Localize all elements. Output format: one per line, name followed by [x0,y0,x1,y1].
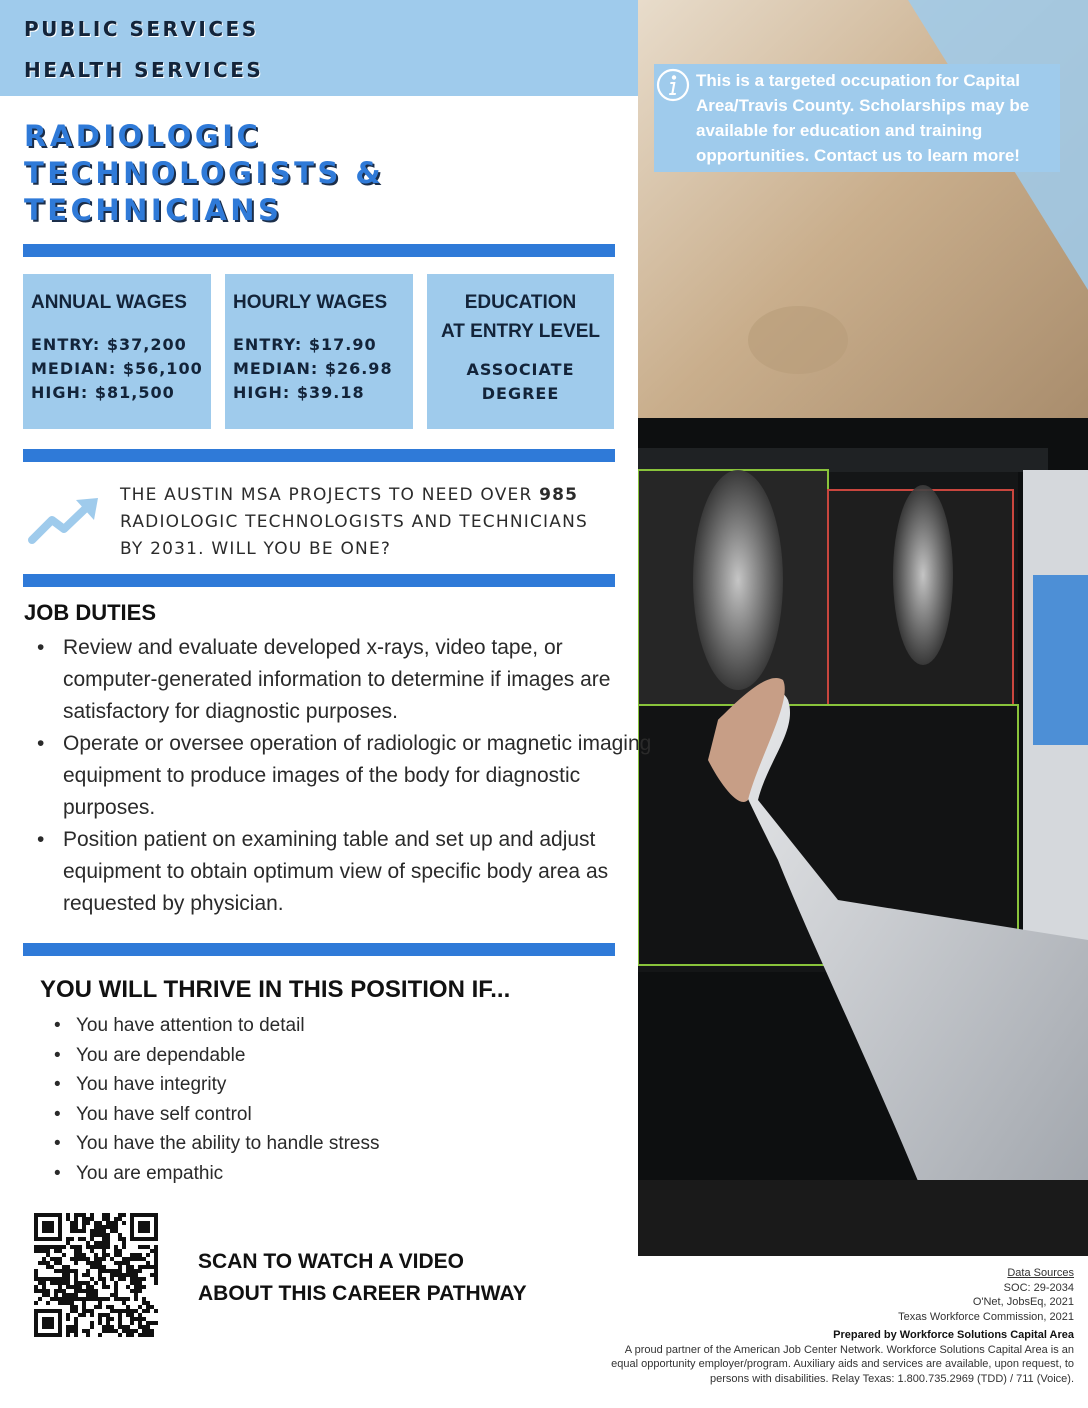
scan-line-1: SCAN TO WATCH A VIDEO [198,1250,465,1273]
info-icon [656,68,690,107]
hourly-wages-title: HOURLY WAGES [233,292,388,313]
education-value-1: ASSOCIATE [466,360,575,379]
job-duties-title: JOB DUTIES [24,600,157,625]
disclaimer: A proud partner of the American Job Center Network. Workforce Solutions Capital Area is an equal opportunity employer/program. Auxiliary aids and services are available, upon request, to persons with disabilities. Relay Texas: 1.800.735.2969 (TDD) / 711 (Voice). [611,1343,1074,1385]
data-sources-link[interactable]: Data Sources [1007,1267,1074,1279]
projection-after: RADIOLOGIC TECHNOLOGISTS AND TECHNICIANS BY 2031. WILL YOU BE ONE? [120,512,588,559]
thrive-title: YOU WILL THRIVE IN THIS POSITION IF... [40,976,511,1003]
category-public-services: PUBLIC SERVICES [24,17,259,41]
projection-before: THE AUSTIN MSA PROJECTS TO NEED OVER [120,485,533,505]
annual-wages-title: ANNUAL WAGES [31,292,187,313]
list-item: • Review and evaluate developed x-rays, video tape, or computer-generated information to determine if images are satisfactory for diagnostic purposes. [63,632,653,728]
info-callout-text: This is a targeted occupation for Capital Area/Travis County. Scholarships may be available for education and training opportunities. Contact us to learn more! [696,71,1030,165]
annual-high: HIGH: $81,500 [31,383,175,402]
list-item: • Position patient on examining table and set up and adjust equipment to obtain optimum view of specific body area as requested by physician. [63,824,653,920]
qr-code[interactable] [34,1213,158,1342]
source-1: O'Net, JobsEq, 2021 [972,1296,1074,1308]
divider-rule [23,574,615,587]
list-item: • You have the ability to handle stress [76,1129,380,1159]
list-item: • You have attention to detail [76,1011,380,1041]
education-box [427,274,614,429]
trend-up-icon [28,496,100,551]
education-title-2: AT ENTRY LEVEL [440,321,601,342]
divider-rule [23,943,615,956]
page-title: RADIOLOGIC TECHNOLOGISTS & TECHNICIANS [24,119,385,227]
divider-rule [23,244,615,257]
annual-median: MEDIAN: $56,100 [31,359,203,378]
scan-callout [198,1246,527,1310]
hourly-median: MEDIAN: $26.98 [233,359,393,378]
list-item: • You are empathic [76,1159,380,1189]
hourly-high: HIGH: $39.18 [233,383,365,402]
education-value-2: DEGREE [481,384,560,403]
category-health-services: HEALTH SERVICES [24,58,264,82]
source-2: Texas Workforce Commission, 2021 [898,1310,1074,1323]
job-duties-list [24,632,653,920]
list-item: • You have self control [76,1100,380,1130]
divider-rule [23,449,615,462]
projection-text [120,482,610,563]
footer [604,1266,1074,1386]
scan-line-2: ABOUT THIS CAREER PATHWAY [198,1282,527,1305]
hourly-entry: ENTRY: $17.90 [233,335,377,354]
hero-photo [638,0,1088,1256]
annual-wages-box [23,274,211,429]
projection-number: 985 [539,485,579,505]
prepared-by: Prepared by Workforce Solutions Capital Area [833,1329,1074,1341]
list-item: • Operate or oversee operation of radiologic or magnetic imaging equipment to produce images of the body for diagnostic purposes. [63,728,653,824]
hourly-wages-box [225,274,413,429]
thrive-list [52,1011,380,1189]
list-item: • You have integrity [76,1070,380,1100]
annual-entry: ENTRY: $37,200 [31,335,187,354]
education-title-1: EDUCATION [464,292,577,313]
list-item: • You are dependable [76,1041,380,1071]
soc-code: SOC: 29-2034 [1003,1281,1074,1294]
